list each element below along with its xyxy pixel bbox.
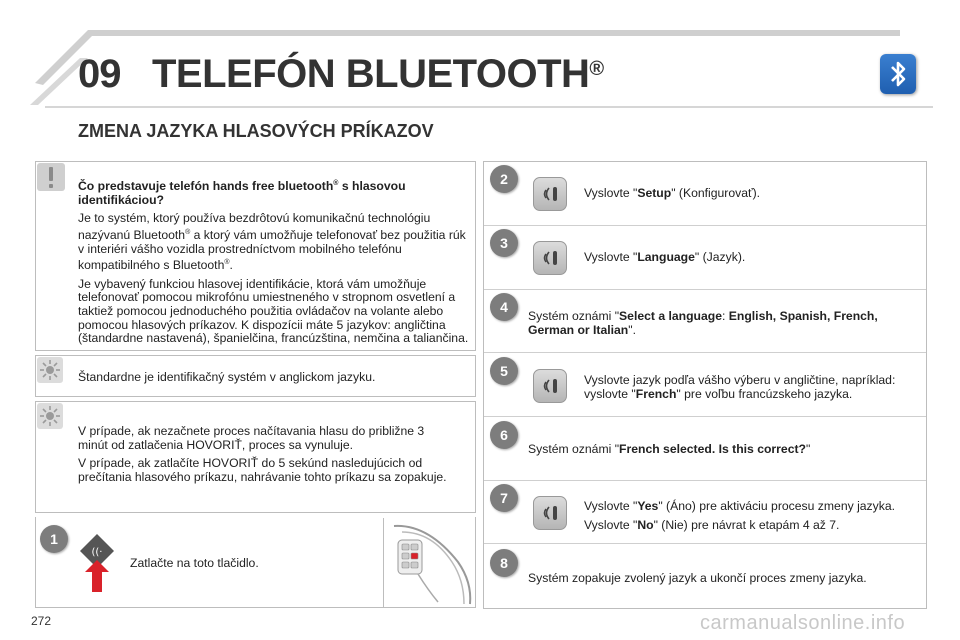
step-2-text: Vyslovte "Setup" (Konfigurovať). (584, 186, 761, 200)
steering-wheel-illustration (388, 522, 474, 606)
step-3-text: Vyslovte "Language" (Jazyk). (584, 250, 746, 264)
info-paragraph-1: Je to systém, ktorý používa bezdrôtovú komunikačnú technológiu nazývanú Bluetooth® a ktorý vám umožňuje telefonovať bez použitia rúk v interiéri vášho vozidla prostredníctvom mobilného telefónu kompatibilného s Bluetooth®. (78, 211, 466, 273)
voice-command-icon (533, 241, 567, 275)
step-1-text: Zatlačte na toto tlačidlo. (130, 556, 259, 570)
step-7-no: Vyslovte "No" (Nie) pre návrat k etapám 4 až 7. (584, 517, 840, 532)
step-1-divider (383, 518, 384, 608)
tip-text-1: Štandardne je identifikačný systém v anglickom jazyku. (78, 370, 376, 384)
voice-command-icon (533, 496, 567, 530)
info-text (78, 177, 470, 351)
step-5-badge: 5 (490, 357, 518, 385)
voice-command-icon (78, 532, 116, 594)
step-4-badge: 4 (490, 293, 518, 321)
step-1-badge: 1 (40, 525, 68, 553)
watermark: carmanualsonline.info (700, 612, 906, 634)
step-8-badge: 8 (490, 549, 518, 577)
step-7-yes: Vyslovte "Yes" (Áno) pre aktiváciu procesu zmeny jazyka. (584, 499, 896, 513)
step-7-badge: 7 (490, 484, 518, 512)
tip-text-2 (78, 425, 448, 489)
section-title: ZMENA JAZYKA HLASOVÝCH PRÍKAZOV (78, 121, 434, 141)
voice-command-icon (533, 369, 567, 403)
chapter-number: 09 (78, 52, 121, 96)
tip-2-paragraph-1: V prípade, ak nezačnete proces načítavania hlasu do približne 3 minút od zatlačenia HOVORIŤ, proces sa vynuluje. (78, 424, 425, 452)
step-6-badge: 6 (490, 421, 518, 449)
info-paragraph-2: Je vybavený funkciou hlasovej identifikácie, ktorá vám umožňuje telefonovať pomocou mikrofónu umiestneného v stropnom osvetlení a taktiež pomocou jednoduchého použitia ovládačov na volante alebo pomocou hlasových príkazov. K dispozícii máte 5 jazykov: angličtina (štandardne nastavená), španielčina, francúzština, nemčina a taliančina. (78, 276, 469, 346)
info-heading: Čo predstavuje telefón hands free bluetooth® s hlasovou identifikáciou? (78, 179, 406, 207)
step-7-text (584, 500, 922, 532)
step-3-badge: 3 (490, 229, 518, 257)
voice-command-icon (533, 177, 567, 211)
step-5-text: Vyslovte jazyk podľa vášho výberu v angličtine, napríklad: vyslovte "French" pre voľbu francúzskeho jazyka. (584, 373, 896, 401)
warning-icon (37, 163, 65, 191)
step-8-text: Systém zopakuje zvolený jazyk a ukončí proces zmeny jazyka. (528, 571, 867, 585)
tip-2-paragraph-2: V prípade, ak zatlačíte HOVORIŤ do 5 sekúnd nasledujúcich od prečítania hlasového príkazu, nahrávanie tohto príkazu sa zopakuje. (78, 456, 447, 484)
page-number: 272 (31, 614, 52, 628)
tip-lamp-icon (37, 357, 63, 383)
step-4-text: Systém oznámi "Select a language: English, Spanish, French, German or Italian". (528, 309, 878, 337)
chapter-title: TELEFÓN BLUETOOTH® (152, 52, 604, 96)
tip-lamp-icon (37, 403, 63, 429)
step-2-badge: 2 (490, 165, 518, 193)
step-6-text: Systém oznámi "French selected. Is this correct?" (528, 442, 811, 456)
svg-text:((·: ((· (91, 547, 103, 558)
